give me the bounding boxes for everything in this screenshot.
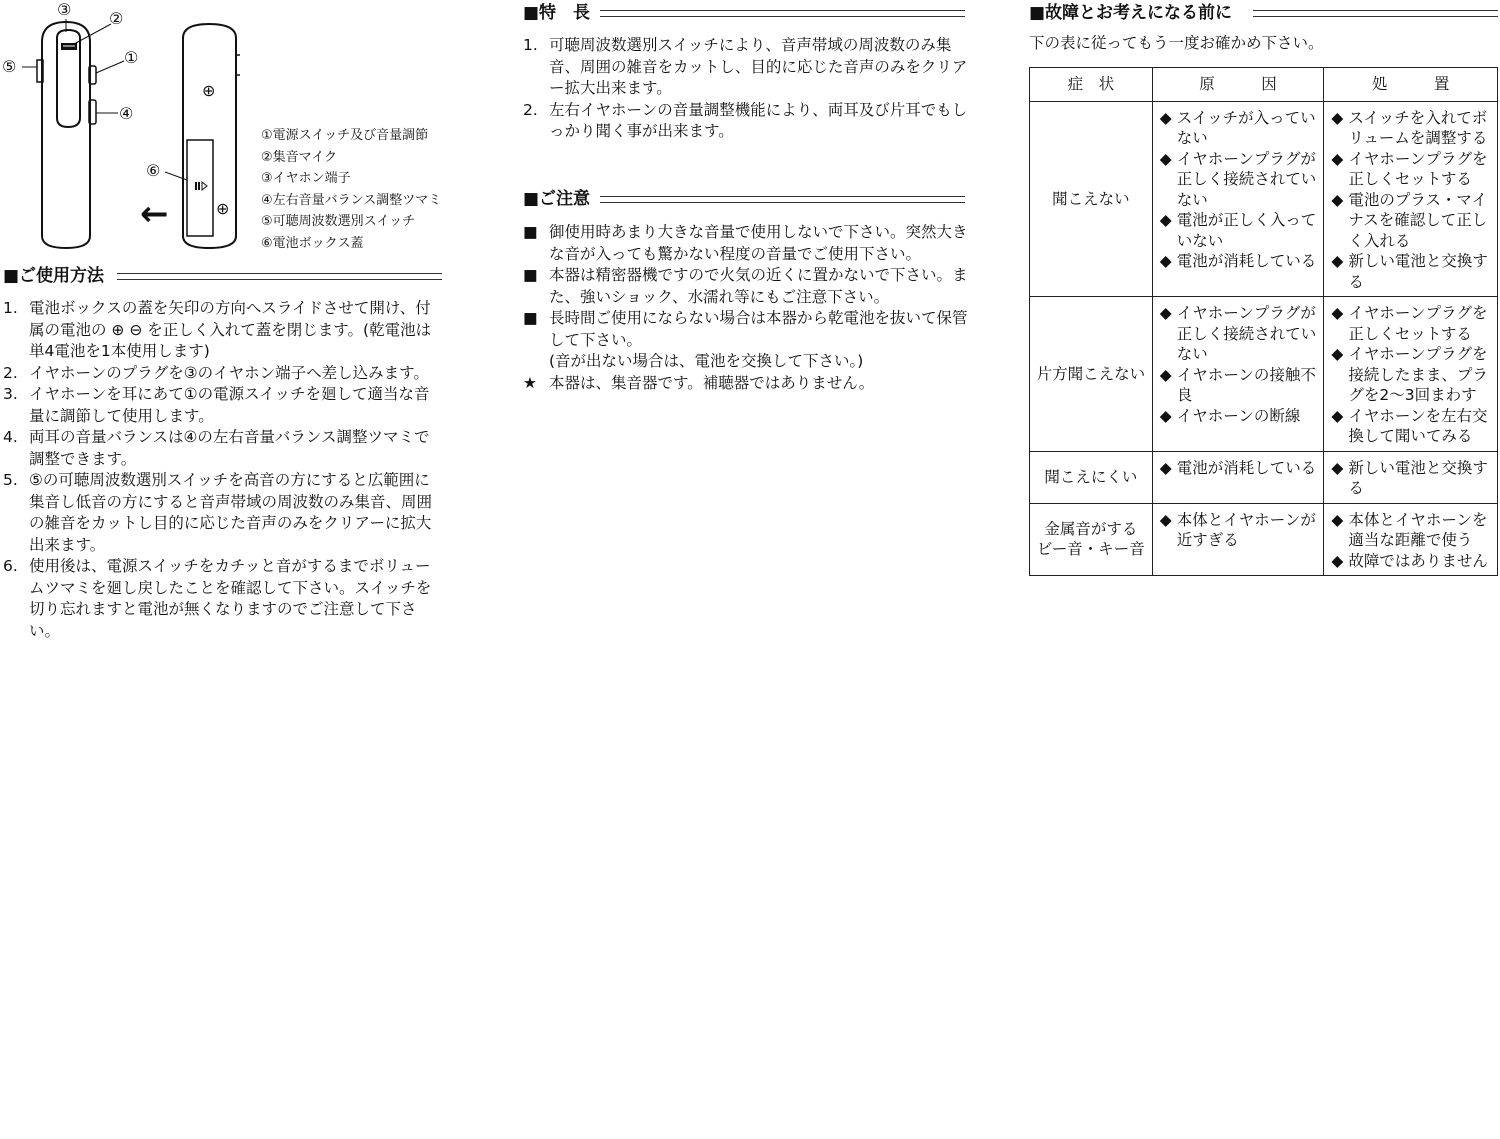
action-item: ◆ 電池のプラス・マイナスを確認して正しく入れる [1331,190,1488,250]
table-header-row [1030,68,1498,102]
legend-item: ⑤可聴周波数選別スイッチ [261,214,416,229]
cause-item: ◆ イヤホーンプラグが正しく接続されていない [1159,149,1317,209]
symptom-cell: 聞こえにくい [1030,451,1153,503]
plus-symbol-cover: ⊕ [216,199,230,218]
cause-item: ◆ 電池が消耗している [1159,458,1317,477]
slide-arrow-icon: ← [140,194,169,234]
diamond-bullet-icon: ◆ [1331,108,1344,127]
diamond-bullet-icon: ◆ [1331,149,1344,168]
diamond-bullet-icon: ◆ [1331,510,1344,529]
caution-item: ★ 本器は、集音器です。補聴器ではありません。 [523,373,875,392]
cause-cell [1152,503,1324,576]
table-row [1030,503,1498,576]
caution-heading-rule [600,196,965,203]
legend-item: ⑥電池ボックス蓋 [261,235,364,251]
caution-list [523,222,968,394]
diamond-bullet-icon: ◆ [1159,149,1172,168]
cause-item: ◆ スイッチが入っていない [1159,108,1316,147]
caution-item: ■ 長時間ご使用にならない場合は本器から乾電池を抜いて保管して下さい。 [523,309,968,349]
diamond-bullet-icon: ◆ [1331,458,1344,477]
table-row [1030,101,1498,297]
usage-item: 3. イヤホーンを耳にあて①の電源スイッチを廻して適当な音量に調節して使用します。 [3,385,430,425]
action-item: ◆ 新しい電池と交換する [1331,458,1488,497]
diamond-bullet-icon: ◆ [1331,551,1344,570]
action-item: ◆ 故障ではありません [1331,551,1488,570]
cause-cell [1152,451,1324,503]
diamond-bullet-icon: ◆ [1159,252,1172,270]
action-item: ◆ イヤホーンを左右交換して聞いてみる [1331,406,1488,445]
marker-2: ② [109,9,124,28]
features-list [523,35,968,143]
action-cell [1324,503,1498,576]
symptom-cell: 聞こえない [1030,101,1153,297]
action-item: ◆ イヤホーンプラグを正しくセットする [1331,149,1488,188]
diamond-bullet-icon: ◆ [1331,190,1344,209]
caution-item: ■ 本器は精密器機ですので火気の近くに置かないで下さい。また、強いショック、水濡れ等にもご注意下さい。 [523,266,968,306]
diamond-bullet-icon: ◆ [1159,458,1172,477]
troubleshoot-intro: 下の表に従ってもう一度お確かめ下さい。 [1029,34,1324,52]
parts-legend [261,125,441,254]
legend-item: ①電源スイッチ及び音量調節 [261,128,429,143]
diamond-bullet-icon: ◆ [1159,406,1172,425]
marker-3: ③ [57,0,72,19]
troubleshoot-heading: ■故障とお考えになる前に [1029,3,1233,23]
marker-4: ④ [119,104,134,123]
feature-item: 1. 可聴周波数選別スイッチにより、音声帯域の周波数のみ集音、周囲の雑音をカットし、目的に応じた音声のみをクリアー拡大出来ます。 [523,36,968,97]
usage-item: 4. 両耳の音量バランスは④の左右音量バランス調整ツマミで調整できます。 [3,428,430,468]
header-action: 処 置 [1324,68,1498,102]
legend-item: ③イヤホン端子 [261,171,351,186]
cause-cell [1152,101,1324,297]
plus-symbol-top: ⊕ [202,81,216,100]
diamond-bullet-icon: ◆ [1331,345,1344,363]
usage-item: 5. ⑤の可聴周波数選別スイッチを高音の方にすると広範囲に集音し低音の方にすると音声帯域の周波数のみ集音、周囲の雑音をカットし目的に応じた音声のみをクリアーに拡大出来ます。 [3,471,433,554]
legend-item: ④左右音量バランス調整ツマミ [261,192,442,208]
cause-item: ◆ 電池が消耗している [1159,252,1317,270]
caution-heading: ■ご注意 [523,189,591,209]
usage-item: 6. 使用後は、電源スイッチをカチッと音がするまでボリュームツマミを廻し戻したことを確認して下さい。スイッチを切り忘れますと電池が無くなりますのでご注意して下さい。 [3,557,432,640]
diamond-bullet-icon: ◆ [1159,211,1172,229]
cause-item: ◆ イヤホーンの接触不良 [1159,365,1316,404]
cause-item: ◆ 電池が正しく入っていない [1159,211,1317,250]
troubleshoot-table [1029,67,1498,576]
action-item: ◆ イヤホーンプラグを正しくセットする [1331,304,1488,343]
diamond-bullet-icon: ◆ [1159,365,1172,384]
header-cause: 原 因 [1152,68,1324,102]
caution-item: (音が出ない場合は、電池を交換して下さい。) [549,352,864,370]
action-item: ◆ 本体とイヤホーンを適当な距離で使う [1331,510,1488,549]
table-row [1030,297,1498,452]
cause-item: ◆ イヤホーンの断線 [1159,406,1301,425]
diamond-bullet-icon: ◆ [1331,406,1344,425]
features-heading-rule [600,10,965,17]
diamond-bullet-icon: ◆ [1159,304,1172,322]
marker-5: ⑤ [2,57,17,76]
diamond-bullet-icon: ◆ [1331,252,1344,270]
diamond-bullet-icon: ◆ [1159,510,1172,529]
action-item: ◆ イヤホーンプラグを接続したまま、プラグを2〜3回まわす [1331,345,1488,404]
table-row [1030,451,1498,503]
usage-item: 1. 電池ボックスの蓋を矢印の方向へスライドさせて開け、付属の電池の ⊕ ⊖ を正しく入れて蓋を閉じます。(乾電池は単4電池を1本使用します) [3,299,432,360]
symptom-cell: 金属音がする ビー音・キー音 [1030,503,1153,576]
action-cell [1324,297,1498,452]
troubleshoot-heading-rule [1253,10,1498,17]
cause-item: ◆ 本体とイヤホーンが近すぎる [1159,510,1316,549]
action-item: ◆ 新しい電池と交換する [1331,252,1488,291]
caution-item: ■ 御使用時あまり大きな音量で使用しないで下さい。突然大きな音が入っても驚かない程度の音量でご使用下さい。 [523,223,968,263]
features-heading: ■特 長 [523,3,591,23]
cause-cell [1152,297,1324,452]
diamond-bullet-icon: ◆ [1331,304,1344,322]
feature-item: 2. 左右イヤホーンの音量調整機能により、両耳及び片耳でもしっかり聞く事が出来ます。 [523,100,968,140]
device-front-outline [42,22,90,248]
cause-item: ◆ イヤホーンプラグが正しく接続されていない [1159,304,1317,363]
action-cell [1324,101,1498,297]
usage-heading: ■ご使用方法 [3,266,105,286]
marker-1: ① [124,48,139,67]
legend-item: ②集音マイク [261,149,338,165]
usage-list [3,298,443,642]
header-symptom: 症 状 [1030,68,1153,102]
action-cell [1324,451,1498,503]
device-diagram [0,0,250,255]
action-item: ◆ スイッチを入れてボリュームを調整する [1331,108,1488,147]
diamond-bullet-icon: ◆ [1159,108,1172,127]
usage-heading-rule [117,273,442,280]
usage-item: 2. イヤホーンのプラグを③のイヤホン端子へ差し込みます。 [3,363,429,382]
marker-6: ⑥ [146,161,161,180]
symptom-cell: 片方聞こえない [1030,297,1153,452]
